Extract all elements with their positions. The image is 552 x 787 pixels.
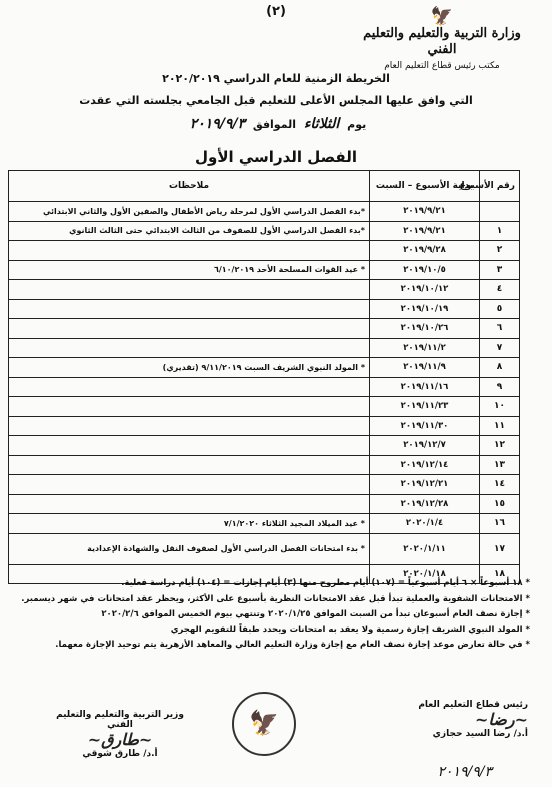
minister-signature-block bbox=[50, 710, 190, 759]
date-cell: ٢٠١٩/١٢/٧ bbox=[370, 436, 480, 456]
page-number: (٢) bbox=[266, 4, 286, 19]
footnote-item: * إجازة نصف العام أسبوعان تبدأ من السبت الموافق ٢٠٢٠/١/٢٥ وتنتهي بيوم الخميس الموافق ٢٠٢٠/٢/٦ bbox=[101, 609, 530, 619]
official-seal-icon: 🦅 bbox=[232, 692, 296, 756]
table-row bbox=[9, 397, 520, 417]
document-subtitle: التي وافق عليها المجلس الأعلى للتعليم قبل الجامعي بجلسته التي عقدت bbox=[79, 94, 473, 107]
eagle-emblem-icon: 🦅 bbox=[430, 6, 454, 27]
table-row bbox=[9, 299, 520, 319]
date-cell: ٢٠١٩/٩/٢٨ bbox=[370, 241, 480, 261]
table-row bbox=[9, 416, 520, 436]
table-row bbox=[9, 475, 520, 495]
date-cell: ٢٠٢٠/١/١٨ bbox=[370, 564, 480, 584]
note-cell bbox=[9, 299, 370, 319]
week-cell bbox=[480, 202, 520, 222]
table-row bbox=[9, 338, 520, 358]
date-cell: ٢٠١٩/١٠/٢٦ bbox=[370, 319, 480, 339]
week-cell: ١٣ bbox=[480, 455, 520, 475]
date-cell: ٢٠١٩/١١/١٦ bbox=[370, 377, 480, 397]
table-row bbox=[9, 241, 520, 261]
week-cell: ٦ bbox=[480, 319, 520, 339]
table-row bbox=[9, 319, 520, 339]
footnote-item: * ١٨ أسبوعاً × ٦ أيام أسبوعياً = (١٠٧) أيام مطروح منها (٣) أيام إجازات = (١٠٤) أيام دراسة فعلية. bbox=[121, 578, 530, 588]
minister-signature: ~طارق~ bbox=[87, 730, 153, 749]
session-prefix: يوم bbox=[347, 118, 367, 131]
head-title: رئيس قطاع التعليم العام bbox=[418, 700, 528, 710]
table-row bbox=[9, 494, 520, 514]
head-signature: ~رضا~ bbox=[475, 710, 528, 729]
note-cell bbox=[9, 494, 370, 514]
table-row bbox=[9, 221, 520, 241]
head-name: أ.د/ رضا السيد حجازي bbox=[432, 729, 528, 739]
note-cell: * عيد القوات المسلحة الأحد ٦/١٠/٢٠١٩ bbox=[9, 260, 370, 280]
note-cell: * بدء امتحانات الفصل الدراسي الأول لصفوف النقل والشهادة الإعدادية bbox=[9, 533, 370, 564]
document-title: الخريطة الزمنية للعام الدراسي ٢٠٢٠/٢٠١٩ bbox=[162, 72, 390, 85]
week-cell: ١٢ bbox=[480, 436, 520, 456]
term-title: الفصل الدراسي الأول bbox=[195, 148, 357, 166]
table-row bbox=[9, 514, 520, 534]
week-cell: ١ bbox=[480, 221, 520, 241]
week-cell: ١٥ bbox=[480, 494, 520, 514]
date-cell: ٢٠١٩/١١/٩ bbox=[370, 358, 480, 378]
date-cell: ٢٠١٩/١٢/١٤ bbox=[370, 455, 480, 475]
week-cell: ١٦ bbox=[480, 514, 520, 534]
session-date: ٢٠١٩/٩/٣ bbox=[189, 116, 246, 132]
table-row bbox=[9, 436, 520, 456]
note-cell: *بدء الفصل الدراسي الأول لمرحلة رياض الأطفال والصفين الأول والثاني الابتدائي bbox=[9, 202, 370, 222]
week-cell: ٣ bbox=[480, 260, 520, 280]
week-cell: ٨ bbox=[480, 358, 520, 378]
table-row bbox=[9, 260, 520, 280]
date-cell: ٢٠١٩/١١/٢٣ bbox=[370, 397, 480, 417]
table-row bbox=[9, 280, 520, 300]
date-cell: ٢٠١٩/١٢/٢٨ bbox=[370, 494, 480, 514]
note-cell bbox=[9, 377, 370, 397]
date-cell: ٢٠١٩/١٠/١٩ bbox=[370, 299, 480, 319]
week-cell: ١٤ bbox=[480, 475, 520, 495]
date-cell: ٢٠١٩/٩/٢١ bbox=[370, 221, 480, 241]
session-day: الثلاثاء bbox=[303, 116, 340, 132]
note-cell: *بدء الفصل الدراسي الأول للصفوف من الثالث الابتدائي حتى الثالث الثانوي bbox=[9, 221, 370, 241]
date-cell: ٢٠١٩/١١/٢ bbox=[370, 338, 480, 358]
week-cell: ١٠ bbox=[480, 397, 520, 417]
ministry-name: وزارة التربية والتعليم والتعليم الفني bbox=[363, 26, 521, 57]
head-signature-block bbox=[378, 700, 528, 739]
note-cell bbox=[9, 436, 370, 456]
minister-title: وزير التربية والتعليم والتعليم الفني bbox=[56, 710, 184, 730]
week-cell: ٩ bbox=[480, 377, 520, 397]
session-date-line bbox=[0, 116, 552, 132]
note-cell: * المولد النبوي الشريف السبت ٩/١١/٢٠١٩ (تقديري) bbox=[9, 358, 370, 378]
signature-date: ٢٠١٩/٩/٣ bbox=[437, 764, 492, 780]
date-cell: ٢٠٢٠/١/١١ bbox=[370, 533, 480, 564]
note-cell: * عيد الميلاد المجيد الثلاثاء ٧/١/٢٠٢٠ bbox=[9, 514, 370, 534]
date-cell: ٢٠١٩/١٠/٥ bbox=[370, 260, 480, 280]
table-row bbox=[9, 377, 520, 397]
note-cell bbox=[9, 475, 370, 495]
table-row bbox=[9, 455, 520, 475]
week-cell: ٧ bbox=[480, 338, 520, 358]
note-cell bbox=[9, 338, 370, 358]
week-cell: ١١ bbox=[480, 416, 520, 436]
week-cell: ٢ bbox=[480, 241, 520, 261]
office-name: مكتب رئيس قطاع التعليم العام bbox=[384, 61, 500, 71]
note-cell bbox=[9, 416, 370, 436]
date-cell: ٢٠٢٠/١/٤ bbox=[370, 514, 480, 534]
week-cell: ١٨ bbox=[480, 564, 520, 584]
footnotes bbox=[22, 578, 530, 656]
table-header-row bbox=[9, 171, 520, 202]
note-cell bbox=[9, 241, 370, 261]
note-cell bbox=[9, 319, 370, 339]
note-cell bbox=[9, 280, 370, 300]
calendar-table bbox=[8, 170, 520, 584]
week-cell: ٤ bbox=[480, 280, 520, 300]
note-cell bbox=[9, 397, 370, 417]
header-week-no: رقم الأسبوع bbox=[480, 171, 520, 202]
week-cell: ١٧ bbox=[480, 533, 520, 564]
header-notes: ملاحظات bbox=[9, 171, 370, 202]
date-cell: ٢٠١٩/١٠/١٢ bbox=[370, 280, 480, 300]
minister-name: أ.د/ طارق شوقي bbox=[82, 749, 158, 759]
footnote-item: * الامتحانات الشفوية والعملية تبدأ قبل عقد الامتحانات النظرية بأسبوع على الأكثر، ويحظر عقد امتحانات في شهر ديسمبر. bbox=[21, 593, 530, 604]
ministry-logo bbox=[362, 8, 522, 71]
header-week-start: بداية الأسبوع – السبت bbox=[370, 171, 480, 202]
note-cell bbox=[9, 455, 370, 475]
date-cell: ٢٠١٩/٩/٢١ bbox=[370, 202, 480, 222]
footnote-item: * في حالة تعارض موعد إجازة نصف العام مع إجازة وزارة التعليم العالي والمعاهد الأزهرية يتم توحيد الإجازة معهما. bbox=[55, 640, 530, 650]
footnote-item: * المولد النبوي الشريف إجازة رسمية ولا يعقد به امتحانات ويحدد طبقاً للتقويم الهجري bbox=[170, 624, 530, 635]
date-cell: ٢٠١٩/١١/٣٠ bbox=[370, 416, 480, 436]
table-row bbox=[9, 202, 520, 222]
session-mid: الموافق bbox=[252, 118, 296, 131]
date-cell: ٢٠١٩/١٢/٢١ bbox=[370, 475, 480, 495]
table-row bbox=[9, 533, 520, 564]
week-cell: ٥ bbox=[480, 299, 520, 319]
table-row bbox=[9, 358, 520, 378]
